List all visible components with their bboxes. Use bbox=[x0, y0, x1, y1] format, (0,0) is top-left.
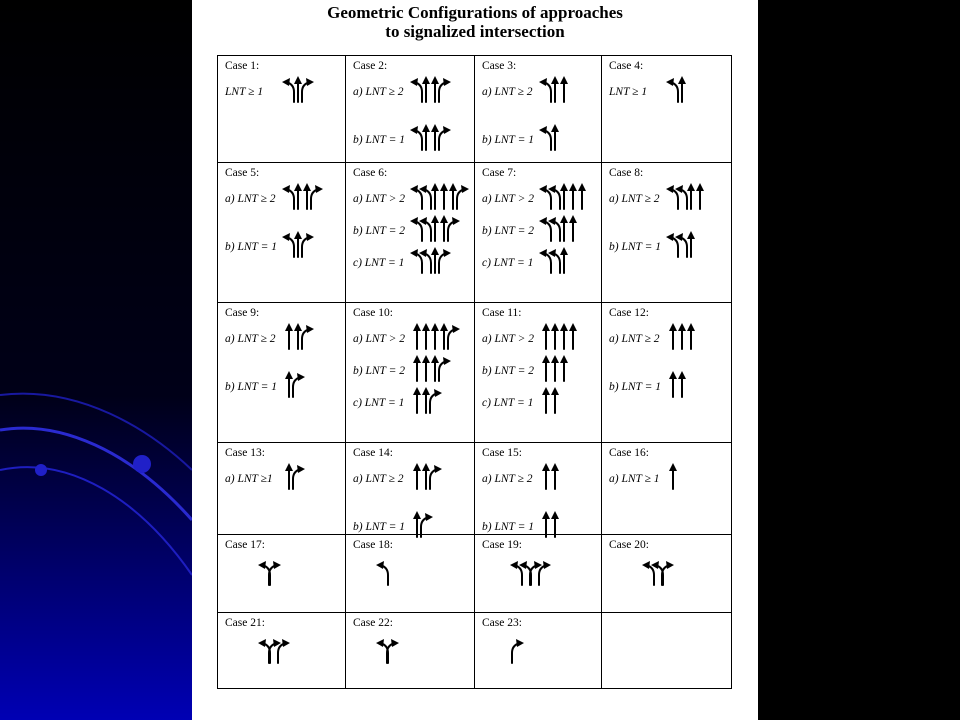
lane-condition-text: b) LNT = 2 bbox=[482, 225, 534, 237]
case-cell bbox=[475, 613, 602, 689]
lane-arrows-group bbox=[410, 74, 454, 104]
through-arrow-icon bbox=[669, 371, 677, 397]
lane-arrows-group bbox=[666, 321, 701, 351]
case-label: Case 11: bbox=[482, 307, 522, 319]
lane-condition-text: a) LNT ≥ 2 bbox=[482, 86, 533, 98]
case-label: Case 16: bbox=[609, 447, 649, 459]
right-turn-arrow-icon bbox=[439, 126, 451, 150]
case-label: Case 13: bbox=[225, 447, 265, 459]
through-arrow-icon bbox=[303, 183, 311, 209]
lane-arrows-group bbox=[376, 635, 402, 665]
through-arrow-icon bbox=[422, 387, 430, 413]
lane-condition-text: b) LNT = 2 bbox=[353, 365, 405, 377]
through-arrow-icon bbox=[294, 183, 302, 209]
left-blue-panel bbox=[0, 0, 192, 720]
through-arrow-icon bbox=[285, 371, 293, 397]
case-cell bbox=[475, 56, 602, 163]
lane-arrows-group bbox=[282, 321, 317, 351]
case-cell bbox=[346, 613, 475, 689]
case-cell bbox=[218, 56, 346, 163]
case-cell bbox=[218, 613, 346, 689]
through-arrow-icon bbox=[431, 215, 439, 241]
through-arrow-icon bbox=[285, 463, 293, 489]
through-arrow-icon bbox=[569, 323, 577, 349]
case-cell bbox=[218, 303, 346, 443]
case-cell bbox=[346, 163, 475, 303]
lane-condition-text: b) LNT = 1 bbox=[609, 381, 661, 393]
right-turn-arrow-icon bbox=[448, 325, 460, 349]
lane-condition-text: b) LNT = 1 bbox=[353, 521, 405, 533]
lane-condition-text: a) LNT ≥ 2 bbox=[225, 333, 276, 345]
through-arrow-icon bbox=[431, 183, 439, 209]
through-arrow-icon bbox=[431, 76, 439, 102]
through-arrow-icon bbox=[687, 231, 695, 257]
through-arrow-icon bbox=[560, 183, 568, 209]
lane-arrows-group bbox=[510, 635, 527, 665]
through-arrow-icon bbox=[449, 183, 457, 209]
left-turn-arrow-icon bbox=[282, 78, 294, 102]
right-turn-arrow-icon bbox=[311, 185, 323, 209]
left-turn-arrow-icon bbox=[419, 185, 431, 209]
lane-arrows-group bbox=[410, 461, 445, 491]
through-arrow-icon bbox=[422, 323, 430, 349]
lane-condition-text: b) LNT = 2 bbox=[482, 365, 534, 377]
through-arrow-icon bbox=[669, 463, 677, 489]
through-arrow-icon bbox=[422, 355, 430, 381]
left-turn-arrow-icon bbox=[548, 217, 560, 241]
left-turn-arrow-icon bbox=[419, 217, 431, 241]
lane-condition-text: a) LNT > 2 bbox=[482, 333, 534, 345]
right-turn-arrow-icon bbox=[430, 389, 442, 413]
lane-arrows-group bbox=[666, 74, 692, 104]
through-arrow-icon bbox=[431, 247, 439, 273]
lane-condition-text: a) LNT > 2 bbox=[353, 193, 405, 205]
case-cell bbox=[602, 535, 732, 613]
case-cell bbox=[602, 163, 732, 303]
lane-condition-text: a) LNT ≥1 bbox=[225, 473, 273, 485]
left-turn-arrow-icon bbox=[410, 126, 422, 150]
lane-arrows-group bbox=[410, 181, 472, 211]
lane-condition-text: c) LNT = 1 bbox=[353, 397, 405, 409]
lane-condition-text: a) LNT ≥ 2 bbox=[225, 193, 276, 205]
through-arrow-icon bbox=[551, 76, 559, 102]
through-arrow-icon bbox=[413, 463, 421, 489]
left-turn-arrow-icon bbox=[666, 78, 678, 102]
right-turn-arrow-icon bbox=[439, 78, 451, 102]
through-arrow-icon bbox=[687, 183, 695, 209]
case-label: Case 20: bbox=[609, 539, 649, 551]
right-turn-arrow-icon bbox=[512, 639, 524, 663]
right-turn-arrow-icon bbox=[430, 465, 442, 489]
through-arrow-icon bbox=[687, 323, 695, 349]
case-cell bbox=[346, 535, 475, 613]
case-cell bbox=[218, 443, 346, 535]
through-arrow-icon bbox=[294, 231, 302, 257]
lane-arrows-group bbox=[539, 385, 565, 415]
lane-condition-text: b) LNT = 1 bbox=[353, 134, 405, 146]
lane-arrows-group bbox=[510, 557, 554, 587]
case-cell bbox=[218, 163, 346, 303]
right-turn-arrow-icon bbox=[302, 233, 314, 257]
through-arrow-icon bbox=[569, 215, 577, 241]
lane-condition-text: a) LNT > 2 bbox=[353, 333, 405, 345]
right-turn-arrow-icon bbox=[457, 185, 469, 209]
through-arrow-icon bbox=[542, 355, 550, 381]
through-arrow-icon bbox=[678, 76, 686, 102]
right-turn-arrow-icon bbox=[302, 78, 314, 102]
through-arrow-icon bbox=[413, 355, 421, 381]
lane-arrows-group bbox=[666, 181, 710, 211]
through-arrow-icon bbox=[560, 215, 568, 241]
through-arrow-icon bbox=[440, 183, 448, 209]
title-line-1: Geometric Configurations of approaches bbox=[327, 3, 623, 22]
table-row bbox=[218, 163, 732, 303]
lane-arrows-group bbox=[376, 557, 393, 587]
through-arrow-icon bbox=[422, 463, 430, 489]
lane-condition-text: b) LNT = 1 bbox=[225, 381, 277, 393]
left-turn-arrow-icon bbox=[539, 126, 551, 150]
through-arrow-icon bbox=[440, 323, 448, 349]
right-turn-arrow-icon bbox=[421, 513, 433, 537]
right-turn-arrow-icon bbox=[439, 357, 451, 381]
through-arrow-icon bbox=[431, 323, 439, 349]
lane-arrows-group bbox=[410, 353, 454, 383]
through-arrow-icon bbox=[542, 387, 550, 413]
lane-arrows-group bbox=[539, 321, 583, 351]
case-cell bbox=[346, 443, 475, 535]
document-title bbox=[192, 3, 758, 41]
left-turn-arrow-icon bbox=[410, 78, 422, 102]
lane-condition-text: a) LNT ≥ 2 bbox=[353, 473, 404, 485]
lane-arrows-group bbox=[410, 385, 445, 415]
case-cell bbox=[346, 56, 475, 163]
through-arrow-icon bbox=[578, 183, 586, 209]
lane-arrows-group bbox=[410, 245, 454, 275]
case-label: Case 2: bbox=[353, 60, 388, 72]
left-turn-arrow-icon bbox=[675, 233, 687, 257]
through-arrow-icon bbox=[440, 215, 448, 241]
through-arrow-icon bbox=[431, 355, 439, 381]
table-row bbox=[218, 443, 732, 535]
case-label: Case 14: bbox=[353, 447, 393, 459]
lane-arrows-group bbox=[282, 461, 308, 491]
case-label: Case 5: bbox=[225, 167, 260, 179]
lane-condition-text: a) LNT ≥ 1 bbox=[609, 473, 660, 485]
case-cell bbox=[475, 535, 602, 613]
through-arrow-icon bbox=[551, 323, 559, 349]
case-label: Case 10: bbox=[353, 307, 393, 319]
through-arrow-icon bbox=[678, 323, 686, 349]
lane-condition-text: b) LNT = 1 bbox=[482, 134, 534, 146]
through-arrow-icon bbox=[431, 124, 439, 150]
decorative-dot-small bbox=[35, 464, 47, 476]
lane-arrows-group bbox=[539, 245, 574, 275]
lane-arrows-group bbox=[642, 557, 677, 587]
through-arrow-icon bbox=[551, 124, 559, 150]
case-label: Case 21: bbox=[225, 617, 265, 629]
through-arrow-icon bbox=[542, 511, 550, 537]
table-row bbox=[218, 613, 732, 689]
left-turn-arrow-icon bbox=[548, 249, 560, 273]
table-row bbox=[218, 56, 732, 163]
through-arrow-icon bbox=[569, 183, 577, 209]
left-turn-arrow-icon bbox=[376, 561, 388, 585]
left-turn-arrow-icon bbox=[282, 233, 294, 257]
lane-condition-text: c) LNT = 1 bbox=[482, 397, 534, 409]
case-label: Case 8: bbox=[609, 167, 644, 179]
lane-arrows-group bbox=[282, 369, 308, 399]
case-cell bbox=[602, 443, 732, 535]
through-arrow-icon bbox=[413, 387, 421, 413]
right-turn-arrow-icon bbox=[293, 465, 305, 489]
through-arrow-icon bbox=[413, 511, 421, 537]
through-arrow-icon bbox=[294, 76, 302, 102]
through-arrow-icon bbox=[551, 511, 559, 537]
lane-arrows-group bbox=[666, 461, 683, 491]
lane-arrows-group bbox=[539, 213, 583, 243]
case-cell bbox=[475, 163, 602, 303]
case-cell bbox=[602, 56, 732, 163]
lane-condition-text: LNT ≥ 1 bbox=[609, 86, 648, 98]
through-arrow-icon bbox=[422, 124, 430, 150]
right-turn-arrow-icon bbox=[439, 249, 451, 273]
lane-condition-text: b) LNT = 1 bbox=[609, 241, 661, 253]
lane-arrows-group bbox=[282, 181, 326, 211]
decorative-dot-large bbox=[133, 455, 151, 473]
left-turn-arrow-icon bbox=[282, 185, 294, 209]
lane-arrows-group bbox=[666, 229, 701, 259]
lane-arrows-group bbox=[539, 74, 574, 104]
case-cell bbox=[602, 613, 732, 689]
case-cell bbox=[475, 443, 602, 535]
through-arrow-icon bbox=[422, 76, 430, 102]
lane-arrows-group bbox=[539, 353, 574, 383]
through-arrow-icon bbox=[669, 323, 677, 349]
through-arrow-icon bbox=[285, 323, 293, 349]
left-turn-arrow-icon bbox=[419, 249, 431, 273]
through-arrow-icon bbox=[678, 371, 686, 397]
case-label: Case 15: bbox=[482, 447, 522, 459]
document-page bbox=[192, 0, 758, 720]
right-turn-arrow-icon bbox=[302, 325, 314, 349]
lane-arrows-group bbox=[539, 122, 565, 152]
lane-arrows-group bbox=[539, 461, 565, 491]
left-turn-arrow-icon bbox=[539, 78, 551, 102]
lane-arrows-group bbox=[410, 213, 463, 243]
lane-arrows-group bbox=[258, 635, 293, 665]
title-line-2: to signalized intersection bbox=[385, 22, 565, 41]
table-row bbox=[218, 535, 732, 613]
case-label: Case 12: bbox=[609, 307, 649, 319]
through-arrow-icon bbox=[551, 463, 559, 489]
lane-arrows-group bbox=[539, 181, 592, 211]
case-label: Case 22: bbox=[353, 617, 393, 629]
lane-condition-text: a) LNT ≥ 2 bbox=[482, 473, 533, 485]
left-turn-arrow-icon bbox=[548, 185, 560, 209]
through-arrow-icon bbox=[542, 463, 550, 489]
case-label: Case 19: bbox=[482, 539, 522, 551]
through-arrow-icon bbox=[560, 355, 568, 381]
through-arrow-icon bbox=[294, 323, 302, 349]
lane-condition-text: a) LNT ≥ 2 bbox=[353, 86, 404, 98]
right-turn-arrow-icon bbox=[448, 217, 460, 241]
case-label: Case 1: bbox=[225, 60, 260, 72]
lane-condition-text: a) LNT > 2 bbox=[482, 193, 534, 205]
case-cell bbox=[602, 303, 732, 443]
case-cell bbox=[218, 535, 346, 613]
lane-condition-text: b) LNT = 1 bbox=[225, 241, 277, 253]
lane-condition-text: a) LNT ≥ 2 bbox=[609, 333, 660, 345]
case-label: Case 6: bbox=[353, 167, 388, 179]
lane-arrows-group bbox=[258, 557, 284, 587]
through-arrow-icon bbox=[542, 323, 550, 349]
lane-condition-text: c) LNT = 1 bbox=[353, 257, 405, 269]
case-label: Case 3: bbox=[482, 60, 517, 72]
table-row bbox=[218, 303, 732, 443]
lane-arrows-group bbox=[282, 229, 317, 259]
through-arrow-icon bbox=[551, 355, 559, 381]
right-black-panel bbox=[758, 0, 960, 720]
through-arrow-icon bbox=[551, 387, 559, 413]
case-label: Case 9: bbox=[225, 307, 260, 319]
through-arrow-icon bbox=[560, 76, 568, 102]
case-label: Case 23: bbox=[482, 617, 522, 629]
case-label: Case 4: bbox=[609, 60, 644, 72]
right-turn-arrow-icon bbox=[293, 373, 305, 397]
lane-condition-text: c) LNT = 1 bbox=[482, 257, 534, 269]
lane-arrows-group bbox=[410, 122, 454, 152]
case-cell bbox=[475, 303, 602, 443]
lane-condition-text: LNT ≥ 1 bbox=[225, 86, 264, 98]
through-arrow-icon bbox=[560, 247, 568, 273]
lane-arrows-group bbox=[410, 321, 463, 351]
through-arrow-icon bbox=[560, 323, 568, 349]
left-turn-arrow-icon bbox=[675, 185, 687, 209]
case-cell bbox=[346, 303, 475, 443]
lane-condition-text: a) LNT ≥ 2 bbox=[609, 193, 660, 205]
lane-condition-text: b) LNT = 1 bbox=[482, 521, 534, 533]
case-label: Case 7: bbox=[482, 167, 517, 179]
lane-condition-text: b) LNT = 2 bbox=[353, 225, 405, 237]
case-label: Case 17: bbox=[225, 539, 265, 551]
through-arrow-icon bbox=[413, 323, 421, 349]
through-arrow-icon bbox=[696, 183, 704, 209]
lane-arrows-group bbox=[666, 369, 692, 399]
lane-arrows-group bbox=[282, 74, 317, 104]
case-label: Case 18: bbox=[353, 539, 393, 551]
case-table bbox=[217, 55, 732, 689]
